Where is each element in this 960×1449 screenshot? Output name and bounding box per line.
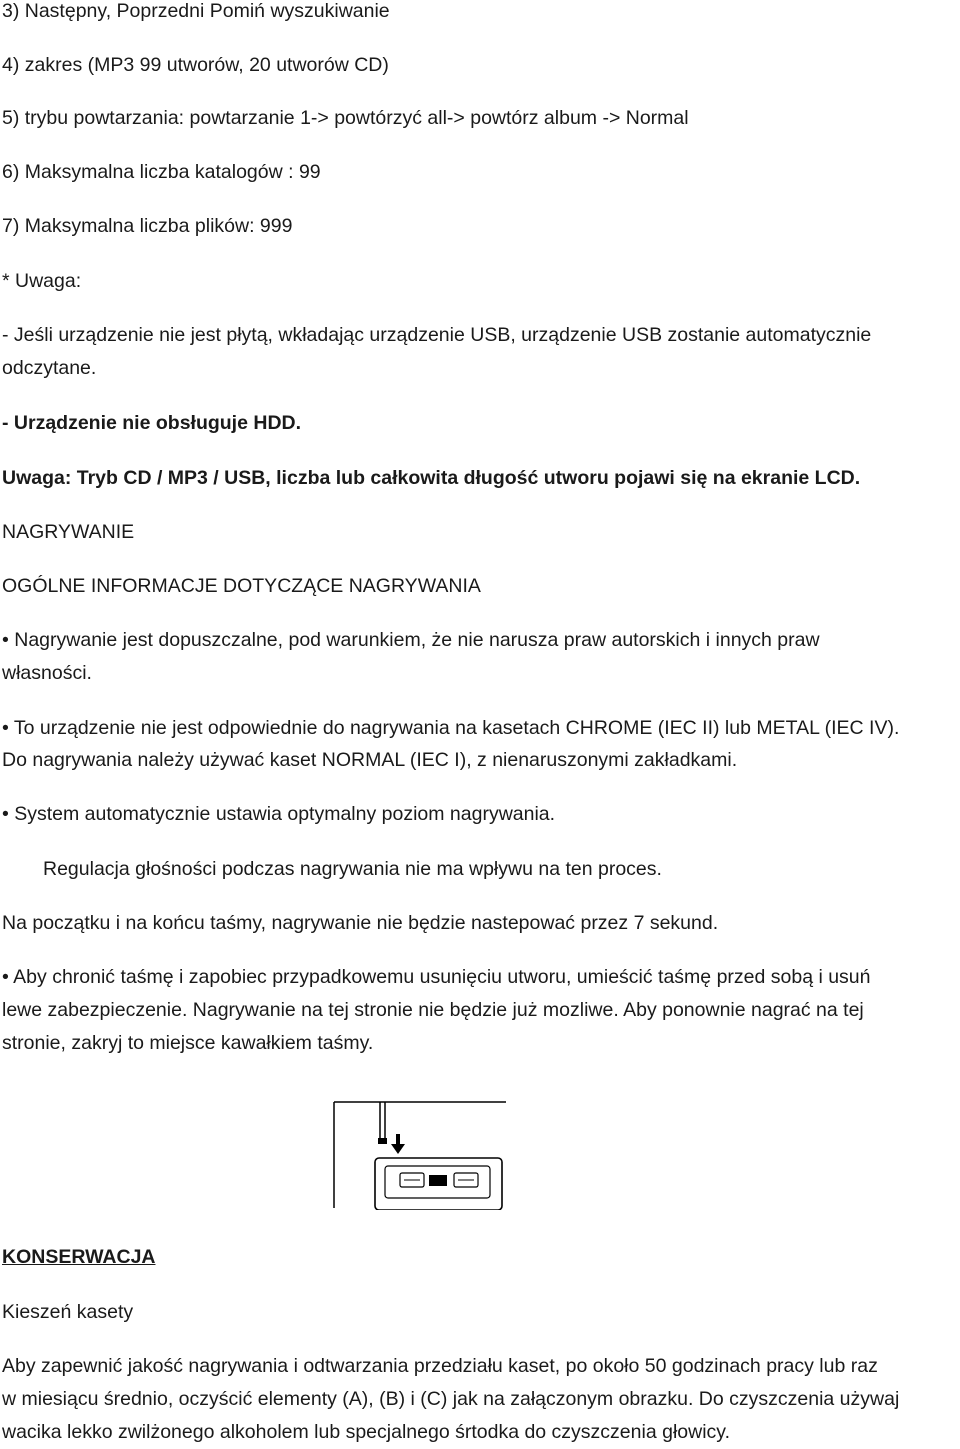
bullet-copyright: • Nagrywanie jest dopuszczalne, pod warunkiem, że nie narusza praw autorskich i innych praw	[2, 629, 820, 651]
line-usb-note: - Jeśli urządzenie nie jest płytą, wkładając urządzenie USB, urządzenie USB zostanie automatycznie	[2, 324, 872, 346]
line-next-prev-skip: 3) Następny, Poprzedni Pomiń wyszukiwanie	[2, 0, 390, 22]
subsection-cassette-compartment: Kieszeń kasety	[2, 1301, 134, 1323]
bullet-protect-tab-cont1: lewe zabezpieczenie. Nagrywanie na tej stronie nie będzie już mozliwe. Aby ponownie nagrać na tej	[2, 999, 864, 1021]
bullet-tape-type-cont: Do nagrywania należy używać kaset NORMAL (IEC I), z nienaruszonymi zakładkami.	[2, 749, 738, 771]
bullet-tape-type: • To urządzenie nie jest odpowiednie do nagrywania na kasetach CHROME (IEC II) lub METAL (IEC IV).	[2, 717, 900, 739]
bullet-protect-tab-cont2: stronie, zakryj to miejsce kawałkiem taśmy.	[2, 1032, 374, 1054]
line-usb-note-cont: odczytane.	[2, 357, 97, 379]
line-hdd-note: - Urządzenie nie obsługuje HDD.	[2, 412, 302, 434]
line-lcd-note: Uwaga: Tryb CD / MP3 / USB, liczba lub całkowita długość utworu pojawi się na ekranie LCD.	[2, 467, 861, 489]
bullet-auto-level: • System automatycznie ustawia optymalny poziom nagrywania.	[2, 803, 556, 825]
line-note-heading: * Uwaga:	[2, 270, 82, 292]
line-repeat-mode: 5) trybu powtarzania: powtarzanie 1-> powtórzyć all-> powtórz album -> Normal	[2, 107, 689, 129]
cassette-tab-removal-illustration	[330, 1100, 510, 1210]
section-maintenance-title: KONSERWACJA	[2, 1246, 156, 1268]
para-cleaning-cont1: w miesiącu średnio, oczyścić elementy (A), (B) i (C) jak na załączonym obrazku. Do czyszczenia używaj	[2, 1388, 900, 1410]
bullet-copyright-cont: własności.	[2, 662, 92, 684]
line-volume-note: Regulacja głośności podczas nagrywania nie ma wpływu na ten proces.	[43, 858, 662, 880]
line-leader-note: Na początku i na końcu taśmy, nagrywanie nie będzie nastepować przez 7 sekund.	[2, 912, 719, 934]
line-max-folders: 6) Maksymalna liczba katalogów : 99	[2, 161, 321, 183]
line-range: 4) zakres (MP3 99 utworów, 20 utworów CD)	[2, 54, 389, 76]
para-cleaning: Aby zapewnić jakość nagrywania i odtwarzania przedziału kaset, po około 50 godzinach pracy lub raz	[2, 1355, 878, 1377]
section-recording-general: OGÓLNE INFORMACJE DOTYCZĄCE NAGRYWANIA	[2, 575, 481, 597]
section-recording-title: NAGRYWANIE	[2, 521, 135, 543]
line-max-files: 7) Maksymalna liczba plików: 999	[2, 215, 293, 237]
bullet-protect-tab: • Aby chronić taśmę i zapobiec przypadkowemu usunięciu utworu, umieścić taśmę przed sobą i usuń	[2, 966, 871, 988]
para-cleaning-cont2: wacika lekko zwilżonego alkoholem lub specjalnego śrtodka do czyszczenia głowicy.	[2, 1421, 731, 1443]
